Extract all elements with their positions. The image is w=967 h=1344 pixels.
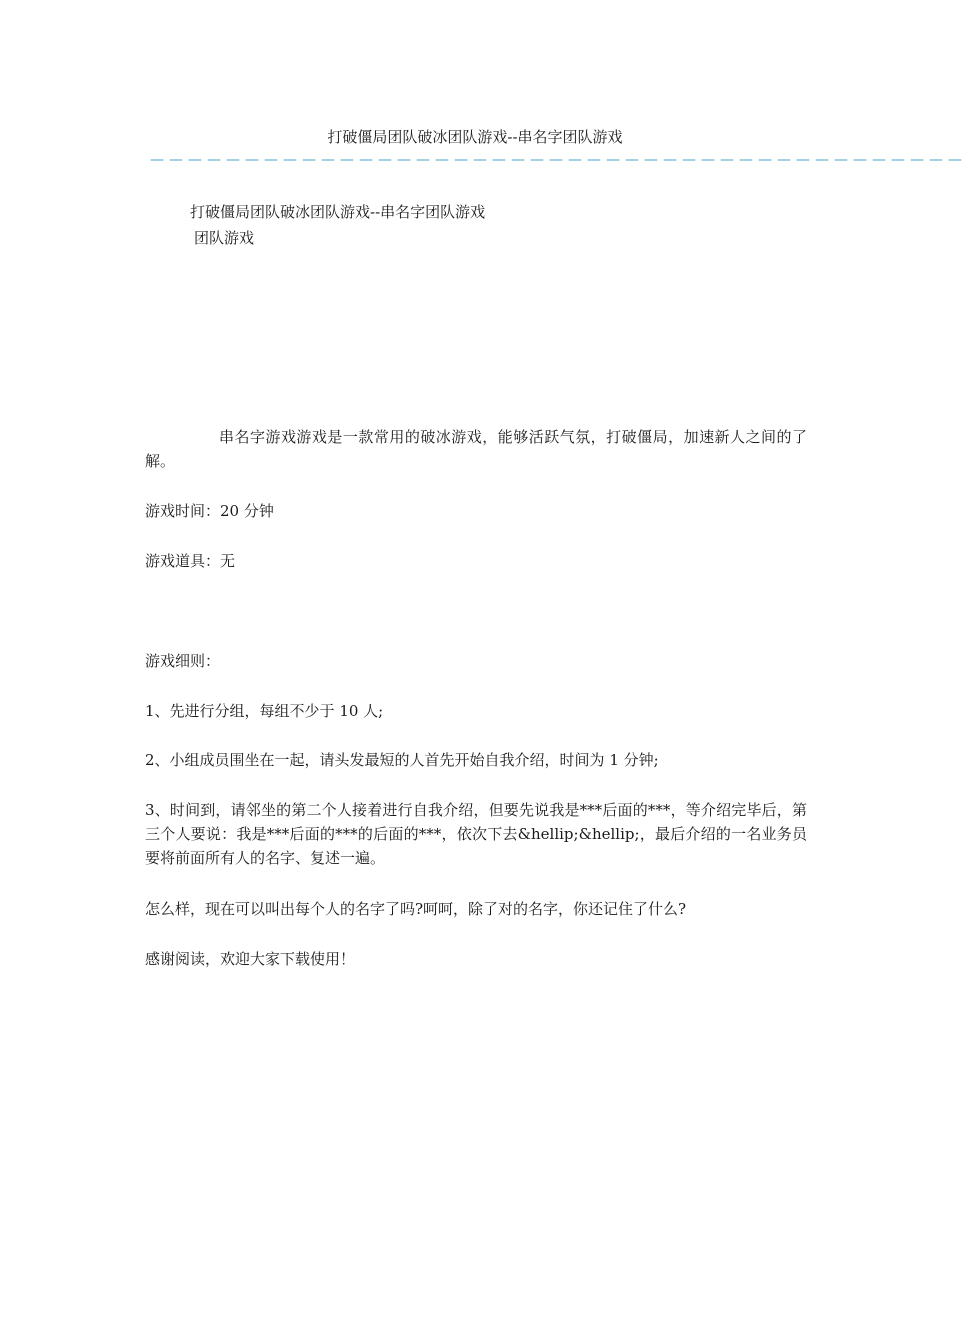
subtitle-line-1: 打破僵局团队破冰团队游戏--串名字团队游戏 bbox=[190, 203, 486, 221]
title-divider: ——————————————————————————————————————————— bbox=[150, 152, 967, 168]
rule-3: 3、时间到，请邻坐的第二个人接着进行自我介绍，但要先说我是***后面的***，等介绍完毕后，第三个人要说：我是***后面的***的后面的***，依次下去&hellip;&hellip;，最后介绍的一名业务员要将前面所有人的名字、复述一遍。 bbox=[145, 801, 807, 867]
document-title: 打破僵局团队破冰团队游戏--串名字团队游戏 bbox=[327, 128, 623, 146]
rules-heading: 游戏细则： bbox=[145, 652, 221, 670]
subtitle-line-2: 团队游戏 bbox=[194, 229, 255, 247]
intro-paragraph: 串名字游戏游戏是一款常用的破冰游戏，能够活跃气氛，打破僵局，加速新人之间的了解。 bbox=[145, 428, 807, 470]
game-props-line: 游戏道具：无 bbox=[145, 552, 236, 570]
rule-1: 1、先进行分组，每组不少于 10 人; bbox=[145, 702, 384, 720]
question-paragraph: 怎么样，现在可以叫出每个人的名字了吗?呵呵，除了对的名字，你还记住了什么? bbox=[145, 900, 687, 918]
thanks-line: 感谢阅读，欢迎大家下载使用！ bbox=[145, 950, 356, 968]
game-time-line: 游戏时间：20 分钟 bbox=[145, 502, 274, 520]
rule-2: 2、小组成员围坐在一起，请头发最短的人首先开始自我介绍，时间为 1 分钟; bbox=[145, 751, 659, 769]
